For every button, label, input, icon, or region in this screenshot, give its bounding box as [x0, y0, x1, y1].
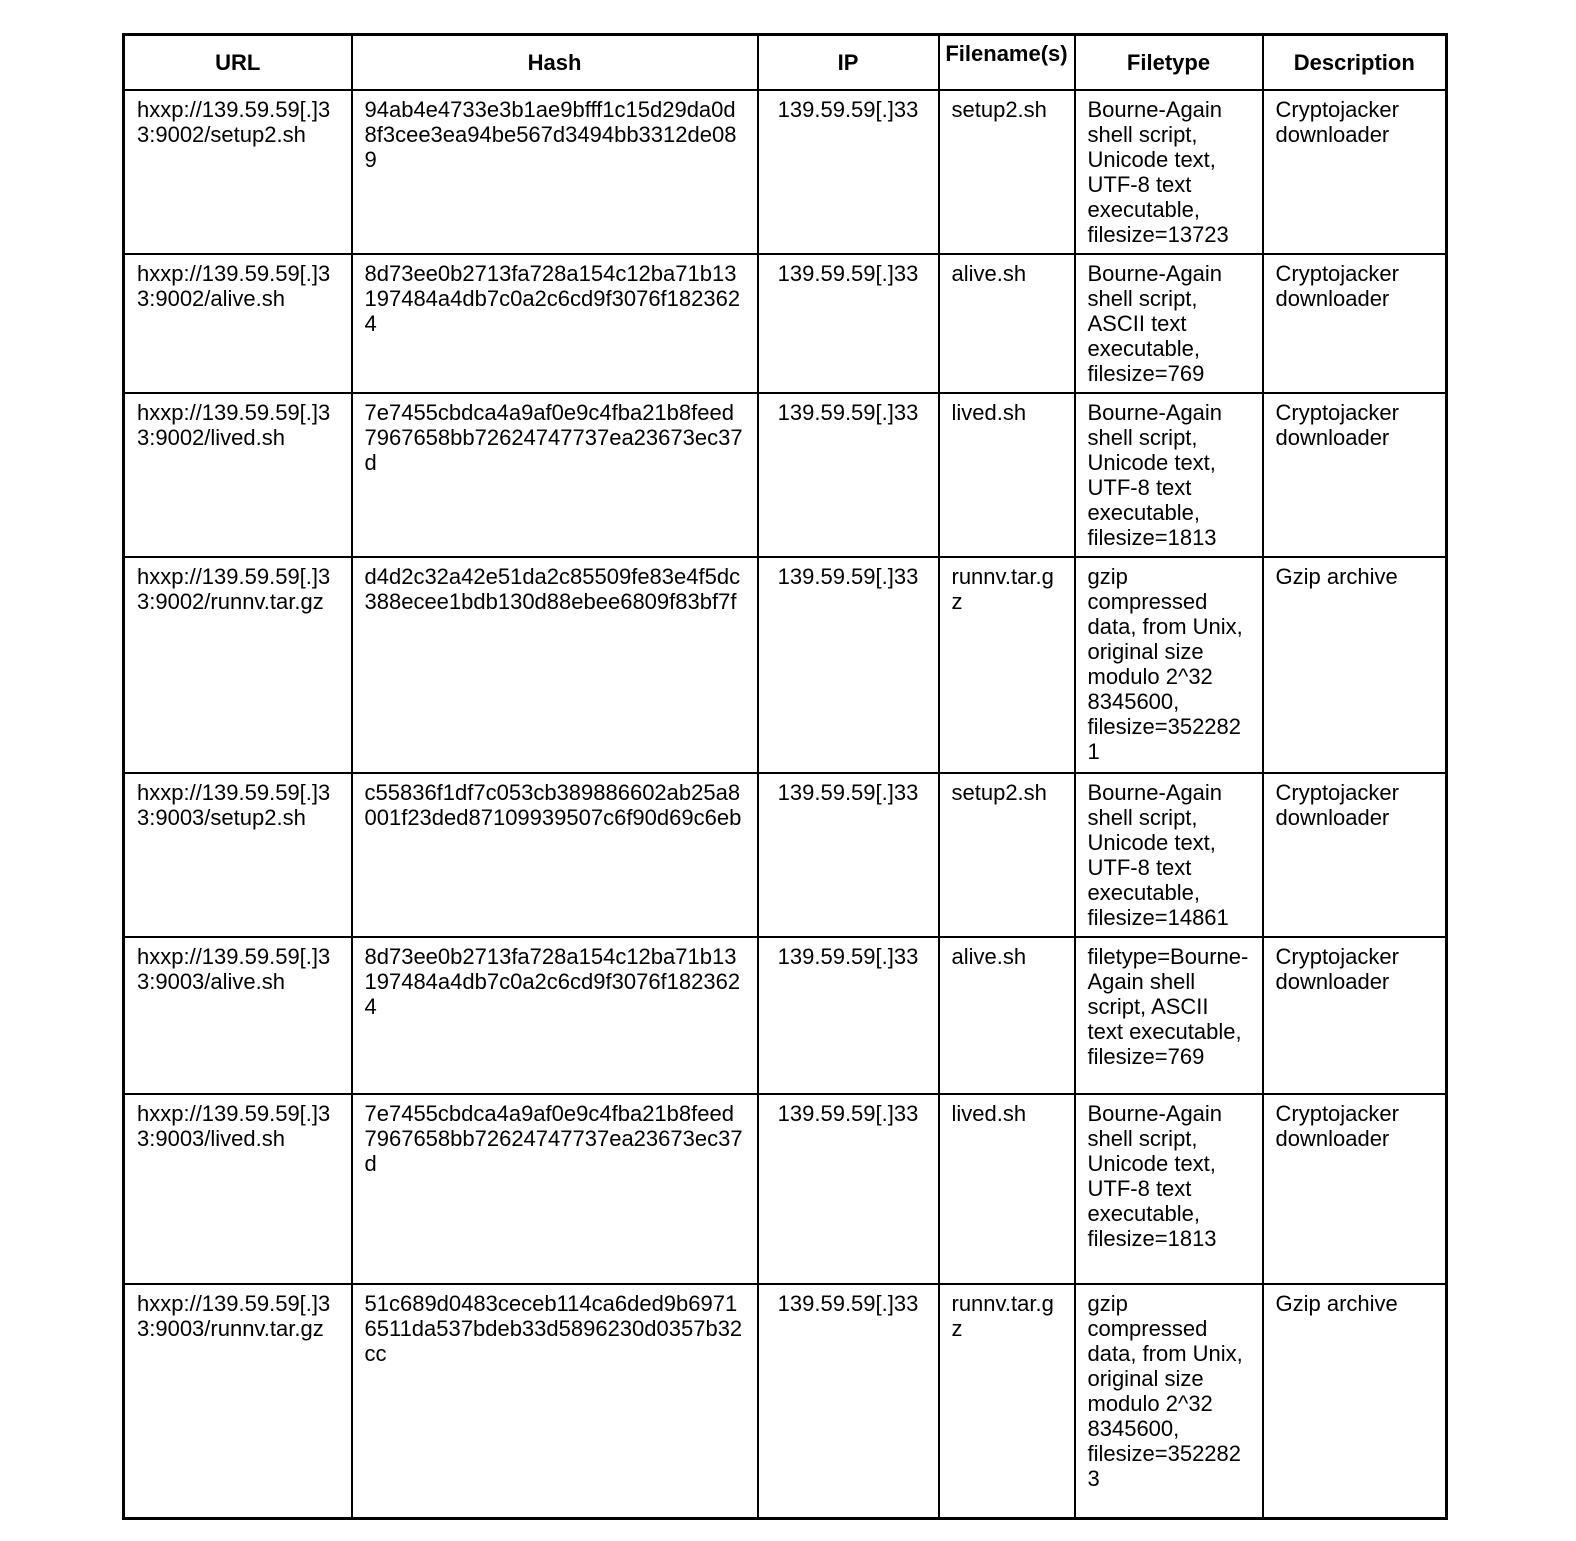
filename-cell: setup2.sh — [939, 90, 1075, 254]
url-cell: hxxp://139.59.59[.]33:9003/alive.sh — [124, 937, 352, 1094]
filetype-cell: Bourne-Again shell script, Unicode text, UTF-8 text executable, filesize=14861 — [1075, 773, 1263, 937]
url-cell: hxxp://139.59.59[.]33:9003/setup2.sh — [124, 773, 352, 937]
table-row — [124, 1094, 1447, 1284]
description-cell: Cryptojacker downloader — [1263, 393, 1447, 557]
table-row — [124, 90, 1447, 254]
description-cell: Cryptojacker downloader — [1263, 773, 1447, 937]
ip-cell: 139.59.59[.]33 — [758, 937, 939, 1094]
table-body — [124, 90, 1447, 1519]
ip-cell: 139.59.59[.]33 — [758, 557, 939, 773]
filename-cell: setup2.sh — [939, 773, 1075, 937]
table-row — [124, 393, 1447, 557]
col-header-description: Description — [1263, 35, 1447, 90]
ip-cell: 139.59.59[.]33 — [758, 773, 939, 937]
filetype-cell: gzip compressed data, from Unix, original size modulo 2^32 8345600, filesize=3522823 — [1075, 1284, 1263, 1519]
description-cell: Gzip archive — [1263, 1284, 1447, 1519]
ip-cell: 139.59.59[.]33 — [758, 1094, 939, 1284]
description-cell: Gzip archive — [1263, 557, 1447, 773]
filename-cell: alive.sh — [939, 254, 1075, 393]
table-row — [124, 1284, 1447, 1519]
url-cell: hxxp://139.59.59[.]33:9003/runnv.tar.gz — [124, 1284, 352, 1519]
ip-cell: 139.59.59[.]33 — [758, 393, 939, 557]
hash-cell: 8d73ee0b2713fa728a154c12ba71b13197484a4db7c0a2c6cd9f3076f1823624 — [352, 937, 758, 1094]
hash-cell: 8d73ee0b2713fa728a154c12ba71b13197484a4db7c0a2c6cd9f3076f1823624 — [352, 254, 758, 393]
col-header-filetype: Filetype — [1075, 35, 1263, 90]
url-cell: hxxp://139.59.59[.]33:9002/lived.sh — [124, 393, 352, 557]
hash-cell: 51c689d0483ceceb114ca6ded9b69716511da537bdeb33d5896230d0357b32cc — [352, 1284, 758, 1519]
url-cell: hxxp://139.59.59[.]33:9003/lived.sh — [124, 1094, 352, 1284]
hash-cell: 94ab4e4733e3b1ae9bfff1c15d29da0d8f3cee3ea94be567d3494bb3312de089 — [352, 90, 758, 254]
filetype-cell: gzip compressed data, from Unix, original size modulo 2^32 8345600, filesize=3522821 — [1075, 557, 1263, 773]
col-header-ip: IP — [758, 35, 939, 90]
description-cell: Cryptojacker downloader — [1263, 254, 1447, 393]
table-header — [124, 35, 1447, 90]
ioc-table — [122, 33, 1448, 1520]
col-header-hash: Hash — [352, 35, 758, 90]
description-cell: Cryptojacker downloader — [1263, 937, 1447, 1094]
url-cell: hxxp://139.59.59[.]33:9002/alive.sh — [124, 254, 352, 393]
filetype-cell: Bourne-Again shell script, Unicode text, UTF-8 text executable, filesize=1813 — [1075, 1094, 1263, 1284]
filetype-cell: Bourne-Again shell script, Unicode text, UTF-8 text executable, filesize=13723 — [1075, 90, 1263, 254]
description-cell: Cryptojacker downloader — [1263, 1094, 1447, 1284]
filetype-cell: filetype=Bourne-Again shell script, ASCII text executable, filesize=769 — [1075, 937, 1263, 1094]
hash-cell: c55836f1df7c053cb389886602ab25a8001f23ded87109939507c6f90d69c6eb — [352, 773, 758, 937]
ip-cell: 139.59.59[.]33 — [758, 254, 939, 393]
filetype-cell: Bourne-Again shell script, Unicode text, UTF-8 text executable, filesize=1813 — [1075, 393, 1263, 557]
filename-cell: runnv.tar.gz — [939, 1284, 1075, 1519]
table-row — [124, 254, 1447, 393]
filename-cell: lived.sh — [939, 393, 1075, 557]
col-header-filename: Filename(s) — [939, 35, 1075, 90]
ip-cell: 139.59.59[.]33 — [758, 1284, 939, 1519]
filename-cell: alive.sh — [939, 937, 1075, 1094]
col-header-url: URL — [124, 35, 352, 90]
hash-cell: 7e7455cbdca4a9af0e9c4fba21b8feed7967658bb72624747737ea23673ec37d — [352, 393, 758, 557]
filetype-cell: Bourne-Again shell script, ASCII text executable, filesize=769 — [1075, 254, 1263, 393]
hash-cell: d4d2c32a42e51da2c85509fe83e4f5dc388ecee1bdb130d88ebee6809f83bf7f — [352, 557, 758, 773]
table-row — [124, 773, 1447, 937]
header-row — [124, 35, 1447, 90]
url-cell: hxxp://139.59.59[.]33:9002/setup2.sh — [124, 90, 352, 254]
table-row — [124, 937, 1447, 1094]
url-cell: hxxp://139.59.59[.]33:9002/runnv.tar.gz — [124, 557, 352, 773]
hash-cell: 7e7455cbdca4a9af0e9c4fba21b8feed7967658bb72624747737ea23673ec37d — [352, 1094, 758, 1284]
filename-cell: lived.sh — [939, 1094, 1075, 1284]
filename-cell: runnv.tar.gz — [939, 557, 1075, 773]
ip-cell: 139.59.59[.]33 — [758, 90, 939, 254]
description-cell: Cryptojacker downloader — [1263, 90, 1447, 254]
table-row — [124, 557, 1447, 773]
